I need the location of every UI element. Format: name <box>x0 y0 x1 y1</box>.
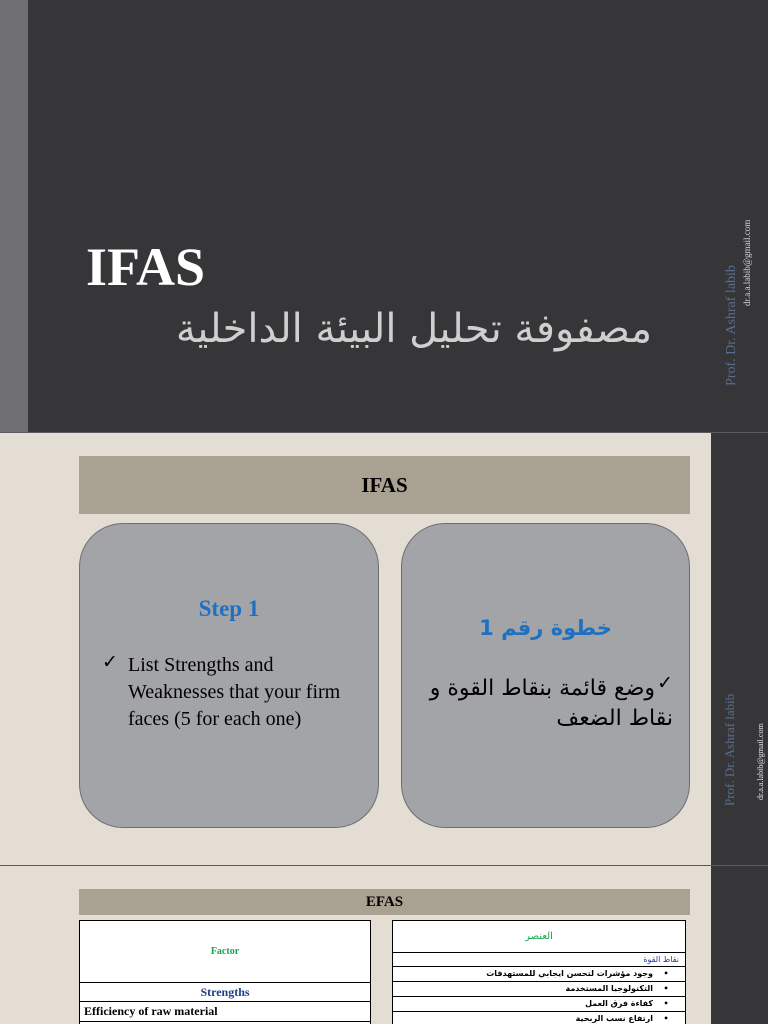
bullet-icon: • <box>663 1014 669 1023</box>
bullet-icon: • <box>663 969 669 978</box>
factor-table-arabic <box>392 920 686 1024</box>
factor-table-english <box>79 920 371 1024</box>
step-text-arabic <box>418 674 673 734</box>
factor-header: Factor <box>80 921 370 983</box>
slide-title <box>0 0 768 432</box>
slide-title-subtitle: مصفوفة تحليل البيئة الداخلية <box>175 306 652 352</box>
slide-title-author: Prof. Dr. Ashraf labib <box>724 265 739 386</box>
bullet-icon: • <box>663 984 669 993</box>
table-row: Efficiency of raw material <box>80 1002 370 1022</box>
slide-step-email: dr.a.a.labib@gmail.com <box>756 723 765 800</box>
slide-step-author: Prof. Dr. Ashraf labib <box>722 693 737 806</box>
factor-header-arabic: العنصر <box>393 921 685 953</box>
slide-step-banner: IFAS <box>79 456 690 514</box>
slide-title-email: dr.a.a.labib@gmail.com <box>742 219 752 306</box>
slide-efas-banner: EFAS <box>79 889 690 915</box>
slide-efas-sidebar <box>711 866 768 1024</box>
step-heading-english: Step 1 <box>198 596 260 621</box>
slide-efas <box>0 866 711 1024</box>
slide-step-sidebar <box>711 433 768 865</box>
strengths-section-header: Strengths <box>80 983 370 1002</box>
checkmark-icon: ✓ <box>657 672 673 694</box>
step-box-english <box>79 523 379 828</box>
table-row: •وجود مؤشرات لتحسن ايجابي للمستهدفات <box>393 967 685 982</box>
checkmark-icon: ✓ <box>102 651 118 673</box>
step-box-arabic <box>401 523 690 828</box>
strengths-section-header-arabic: نقاط القوة <box>393 953 685 967</box>
step-text-arabic-content: وضع قائمة بنقاط القوة و نقاط الضعف <box>429 676 673 731</box>
table-row: •كفاءة فرق العمل <box>393 997 685 1012</box>
step-text-english: List Strengths and Weaknesses that your firm faces (5 for each one) <box>128 654 341 730</box>
table-row: •التكنولوجيا المستخدمة <box>393 982 685 997</box>
left-accent-strip <box>0 0 28 432</box>
slide-title-heading: IFAS <box>86 237 206 297</box>
bullet-icon: • <box>663 999 669 1008</box>
slide-step-1 <box>0 433 711 865</box>
table-row: •ارتفاع نسب الربحية <box>393 1012 685 1024</box>
step-heading-arabic: خطوة رقم 1 <box>479 616 612 640</box>
